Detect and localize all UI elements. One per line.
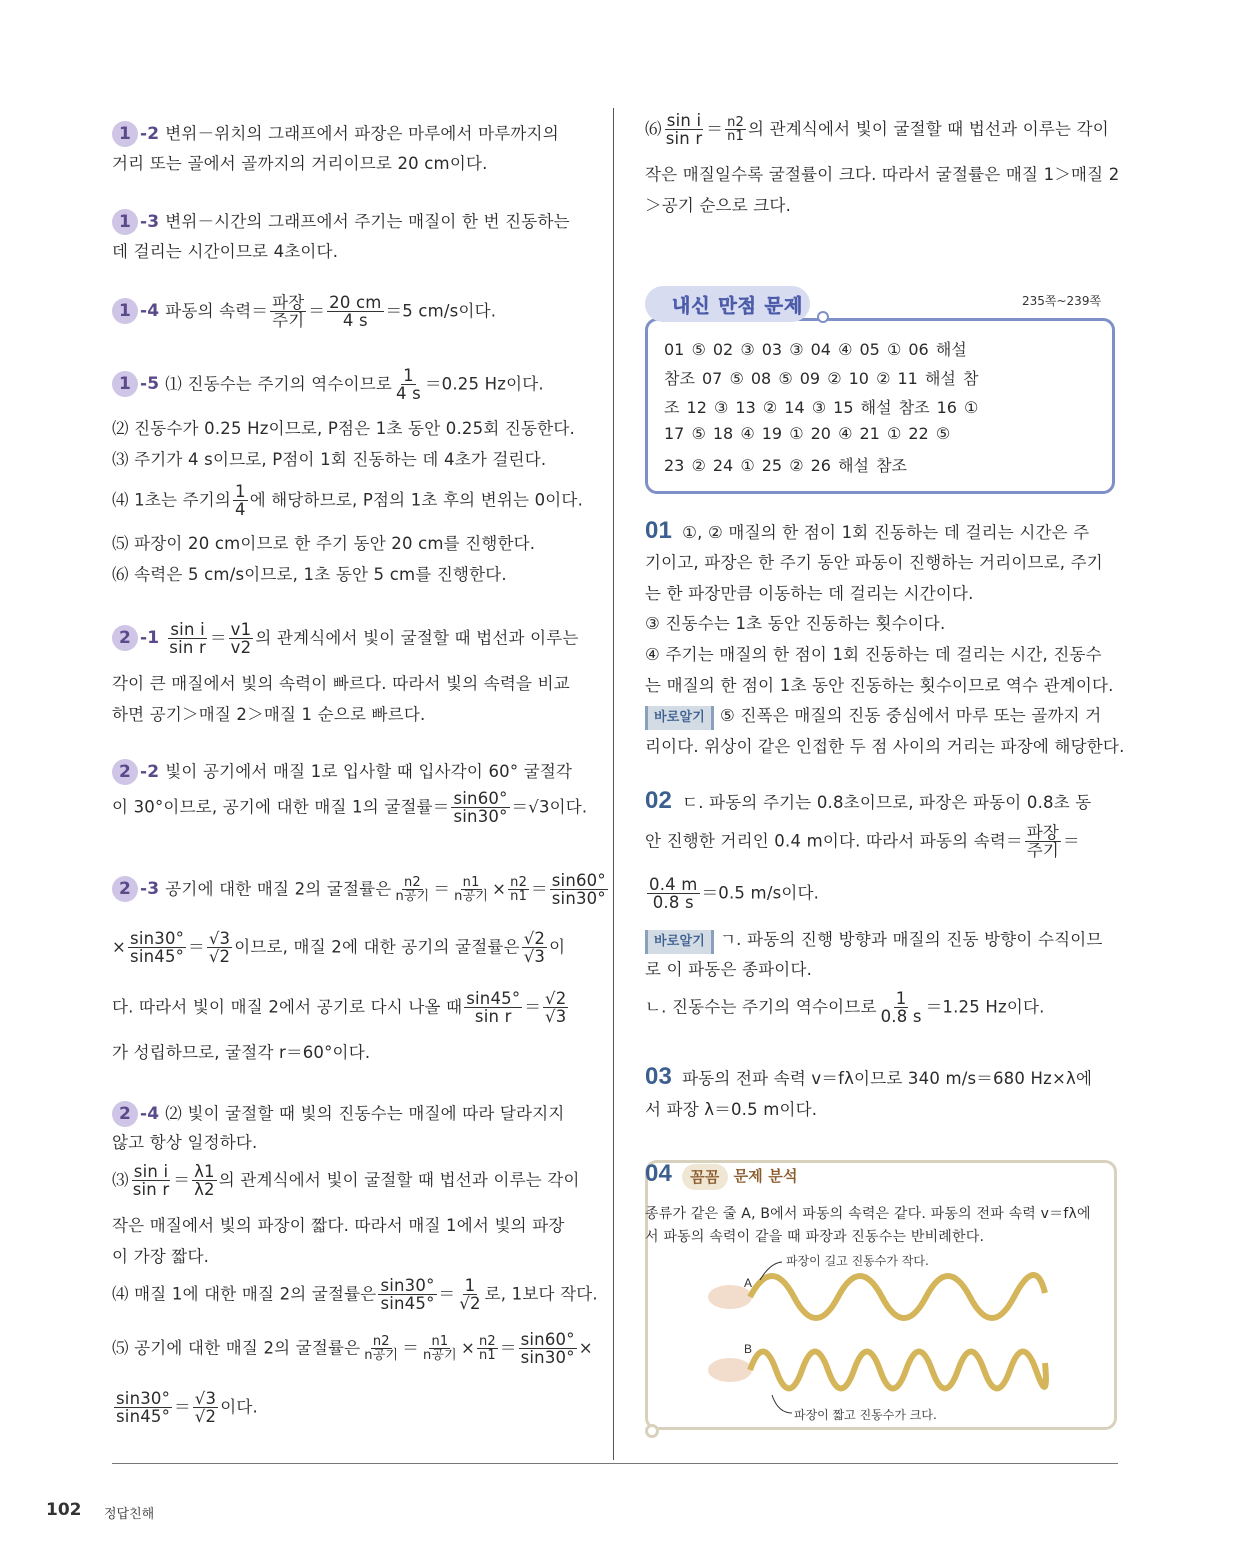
q2-3-line4: 가 성립하므로, 굴절각 r＝60°이다. <box>112 1043 371 1062</box>
a01-line7: 바로알기 ⑤ 진폭은 매질의 진동 중심에서 마루 또는 골까지 거 <box>645 705 1101 730</box>
q2-4-line5: 이 가장 짧다. <box>112 1247 210 1266</box>
q1-5-line2: ⑵ 진동수가 0.25 Hz이므로, P점은 1초 동안 0.25회 진동한다. <box>112 419 575 438</box>
correction-tag: 바로알기 <box>645 706 714 730</box>
answer-row: 참조 07 ⑤ 08 ⑤ 09 ② 10 ② 11 해설 참 <box>664 369 979 388</box>
q2-4-6-line1: ⑹ $\frac{\text{sin i}}{\text{sin r}}$ ＝ $\frac{n2}{n1}$ 의 관계식에서 빛이 굴절할 때 법선과 이루는 각이 <box>645 111 1109 149</box>
a03-line2: 서 파장 λ＝0.5 m이다. <box>645 1100 818 1119</box>
q2-2-line1: 2 -2 빛이 공기에서 매질 1로 입사할 때 입사각이 60° 굴절각 <box>112 759 572 785</box>
q2-4-line1: 2 -4 ⑵ 빛이 굴절할 때 빛의 진동수는 매질에 따라 달라지지 <box>112 1101 564 1127</box>
q2-4-line4: 작은 매질에서 빛의 파장이 짧다. 따라서 매질 1에서 빛의 파장 <box>112 1216 565 1235</box>
q2-4-line8: $\frac{\sin 30^\circ}{\sin 45^\circ}$ ＝ $\frac{√3}{√2}$ 이다. <box>116 1389 258 1427</box>
q2-4-line2: 않고 항상 일정하다. <box>112 1133 258 1152</box>
q1-3-line2: 데 걸리는 시간이므로 4초이다. <box>112 242 339 261</box>
footer-rule <box>112 1463 1118 1464</box>
note-a: 파장이 길고 진동수가 작다. <box>786 1254 929 1268</box>
a01-line3: 는 한 파장만큼 이동하는 데 걸리는 시간이다. <box>645 584 974 603</box>
wave-diagram <box>700 1245 1080 1425</box>
note-b: 파장이 짧고 진동수가 크다. <box>794 1408 937 1422</box>
q2-4-6-line2: 작은 매질일수록 굴절률이 크다. 따라서 굴절률은 매질 1＞매질 2 <box>645 165 1120 184</box>
hand-b-icon <box>708 1358 752 1382</box>
q1-5-line4: ⑷ 1초는 주기의 $\frac{1}{4}$ 에 해당하므로, P점의 1초 후의 변위는 0이다. <box>112 482 584 520</box>
label-a: A <box>744 1276 753 1290</box>
q2-4-line7: ⑸ 공기에 대한 매질 2의 굴절률은 $\frac{n2}{\text{n공기}}$ ＝ $\frac{n1}{\text{n공기}}$ × $\frac{n2}{n1}$ ＝ $\frac{\sin 60^\circ}{\sin 30^\circ}$ × <box>112 1330 593 1368</box>
fraction: $\frac{\text{파장}}{\text{주기}}$ <box>272 293 305 331</box>
q1-5-line1: 1 -5 ⑴ 진동수는 주기의 역수이므로 $\frac{1}{4 s}$ ＝0.25 Hz이다. <box>112 367 544 403</box>
a02-line4: 바로알기 ㄱ. 파동의 진행 방향과 매질의 진동 방향이 수직이므 <box>645 929 1103 954</box>
answer-row: 조 12 ③ 13 ② 14 ③ 15 해설 참조 16 ① <box>664 398 979 417</box>
column-divider <box>613 108 614 1460</box>
q2-1-line2: 각이 큰 매질에서 빛의 속력이 빠르다. 따라서 빛의 속력을 비교 <box>112 674 570 693</box>
kkomkkom-tag: 꼼꼼 <box>682 1164 727 1190</box>
a04-line2: 서 파동의 속력이 같을 때 파장과 진동수는 반비례한다. <box>645 1229 985 1245</box>
answer-key-dot <box>817 311 829 323</box>
a01-line2: 기이고, 파장은 한 주기 동안 파동이 진행하는 거리이므로, 주기 <box>645 553 1103 572</box>
q2-3-line3: 다. 따라서 빛이 매질 2에서 공기로 다시 나올 때 $\frac{\sin 45^\circ}{\text{sin r}}$ ＝ $\frac{√2}{√3}$ <box>112 989 567 1027</box>
answer-row: 23 ② 24 ① 25 ② 26 해설 참조 <box>664 456 907 475</box>
footer-label: 정답친해 <box>104 1507 155 1522</box>
a02-line5: 로 이 파동은 종파이다. <box>645 960 813 979</box>
a02-line1: 02 ㄷ. 파동의 주기는 0.8초이므로, 파장은 파동이 0.8초 동 <box>645 787 1092 814</box>
a04-line1: 종류가 같은 줄 A, B에서 파동의 속력은 같다. 파동의 전파 속력 v＝fλ에 <box>645 1206 1091 1222</box>
a02-line6: ㄴ. 진동수는 주기의 역수이므로 $\frac{1}{0.8 s}$ ＝1.25 Hz이다. <box>645 989 1045 1027</box>
q1-2-num: 1 <box>112 121 138 147</box>
q1-5-line5: ⑸ 파장이 20 cm이므로 한 주기 동안 20 cm를 진행한다. <box>112 534 536 553</box>
q1-2-line1: 1 -2 변위－위치의 그래프에서 파장은 마루에서 마루까지의 <box>112 121 559 147</box>
a01-line6: 는 매질의 한 점이 1초 동안 진동하는 횟수이므로 역수 관계이다. <box>645 676 1114 695</box>
q2-3-line1: 2 -3 공기에 대한 매질 2의 굴절률은 $\frac{n2}{\text{n공기}}$ ＝ $\frac{n1}{\text{n공기}}$ × $\frac{n2}{n1}$ ＝ $\frac{\sin 60^\circ}{\sin 30^\circ}$ <box>112 872 610 908</box>
a02-line3: $\frac{0.4 m}{0.8 s}$ ＝0.5 m/s이다. <box>649 875 820 913</box>
page-number: 102 <box>46 1500 82 1520</box>
q2-2-line2: 이 30°이므로, 공기에 대한 매질 1의 굴절률＝ $\frac{\sin 60^\circ}{\sin 30^\circ}$ ＝√3이다. <box>112 789 588 827</box>
answer-key-page-range: 235쪽~239쪽 <box>1022 294 1102 308</box>
q2-4-6-line3: ＞공기 순으로 크다. <box>645 196 792 215</box>
answer-key-title: 내신 만점 문제 <box>672 295 804 317</box>
a03-line1: 03 파동의 전파 속력 v＝fλ이므로 340 m/s＝680 Hz×λ에 <box>645 1063 1093 1090</box>
q2-4-line3: ⑶ $\frac{\text{sin i}}{\text{sin r}}$ ＝ $\frac{\lambda 1}{\lambda 2}$ 의 관계식에서 빛이 굴절할 때 법선과 이루는 각이 <box>112 1162 580 1200</box>
a01-line8: 리이다. 위상이 같은 인접한 두 점 사이의 거리는 파장에 해당한다. <box>645 737 1125 756</box>
q2-3-line2: × $\frac{\sin 30^\circ}{\sin 45^\circ}$ ＝ $\frac{√3}{√2}$ 이므로, 매질 2에 대한 공기의 굴절률은 $\frac{√2}{√3}$ 이 <box>112 929 566 967</box>
arrow-b <box>772 1395 792 1413</box>
a01-line1: 01 ①, ② 매질의 한 점이 1회 진동하는 데 걸리는 시간은 주 <box>645 517 1090 544</box>
q2-1-line1: 2 -1 $\frac{\text{sin i}}{\text{sin r}}$ ＝ $\frac{v1}{v2}$ 의 관계식에서 빛이 굴절할 때 법선과 이루는 <box>112 621 579 657</box>
q1-4-line: 1 -4 파동의 속력＝ $\frac{\text{파장}}{\text{주기}}$ ＝ $\frac{20 cm}{4 s}$ ＝5 cm/s이다. <box>112 294 496 330</box>
a01-line4: ③ 진동수는 1초 동안 진동하는 횟수이다. <box>645 614 946 633</box>
label-b: B <box>744 1342 753 1356</box>
a01-line5: ④ 주기는 매질의 한 점이 1회 진동하는 데 걸리는 시간, 진동수 <box>645 645 1102 664</box>
correction-tag: 바로알기 <box>645 930 714 954</box>
answer-row: 17 ⑤ 18 ④ 19 ① 20 ④ 21 ① 22 ⑤ <box>664 424 951 443</box>
a04-header: 04 꼼꼼 문제 분석 <box>645 1163 798 1190</box>
q2-4-line6: ⑷ 매질 1에 대한 매질 2의 굴절률은 $\frac{\sin 30^\circ}{\sin 45^\circ}$ ＝ $\frac{1}{√2}$ 로, 1보다 작다. <box>112 1276 598 1314</box>
q2-1-line3: 하면 공기＞매질 2＞매질 1 순으로 빠르다. <box>112 705 426 724</box>
a02-line2: 안 진행한 거리인 0.4 m이다. 따라서 파동의 속력＝ $\frac{\text{파장}}{\text{주기}}$ ＝ <box>645 823 1080 861</box>
q1-3-line1: 1 -3 변위－시간의 그래프에서 주기는 매질이 한 번 진동하는 <box>112 209 570 235</box>
q1-5-line6: ⑹ 속력은 5 cm/s이므로, 1초 동안 5 cm를 진행한다. <box>112 565 507 584</box>
q1-5-line3: ⑶ 주기가 4 s이므로, P점이 1회 진동하는 데 4초가 걸린다. <box>112 450 547 469</box>
q1-2-line2: 거리 또는 골에서 골까지의 거리이므로 20 cm이다. <box>112 154 488 173</box>
answer-row: 01 ⑤ 02 ③ 03 ③ 04 ④ 05 ① 06 해설 <box>664 340 967 359</box>
wave-a <box>750 1275 1045 1318</box>
analysis-box-dot <box>645 1424 659 1438</box>
wave-b <box>750 1352 1046 1389</box>
